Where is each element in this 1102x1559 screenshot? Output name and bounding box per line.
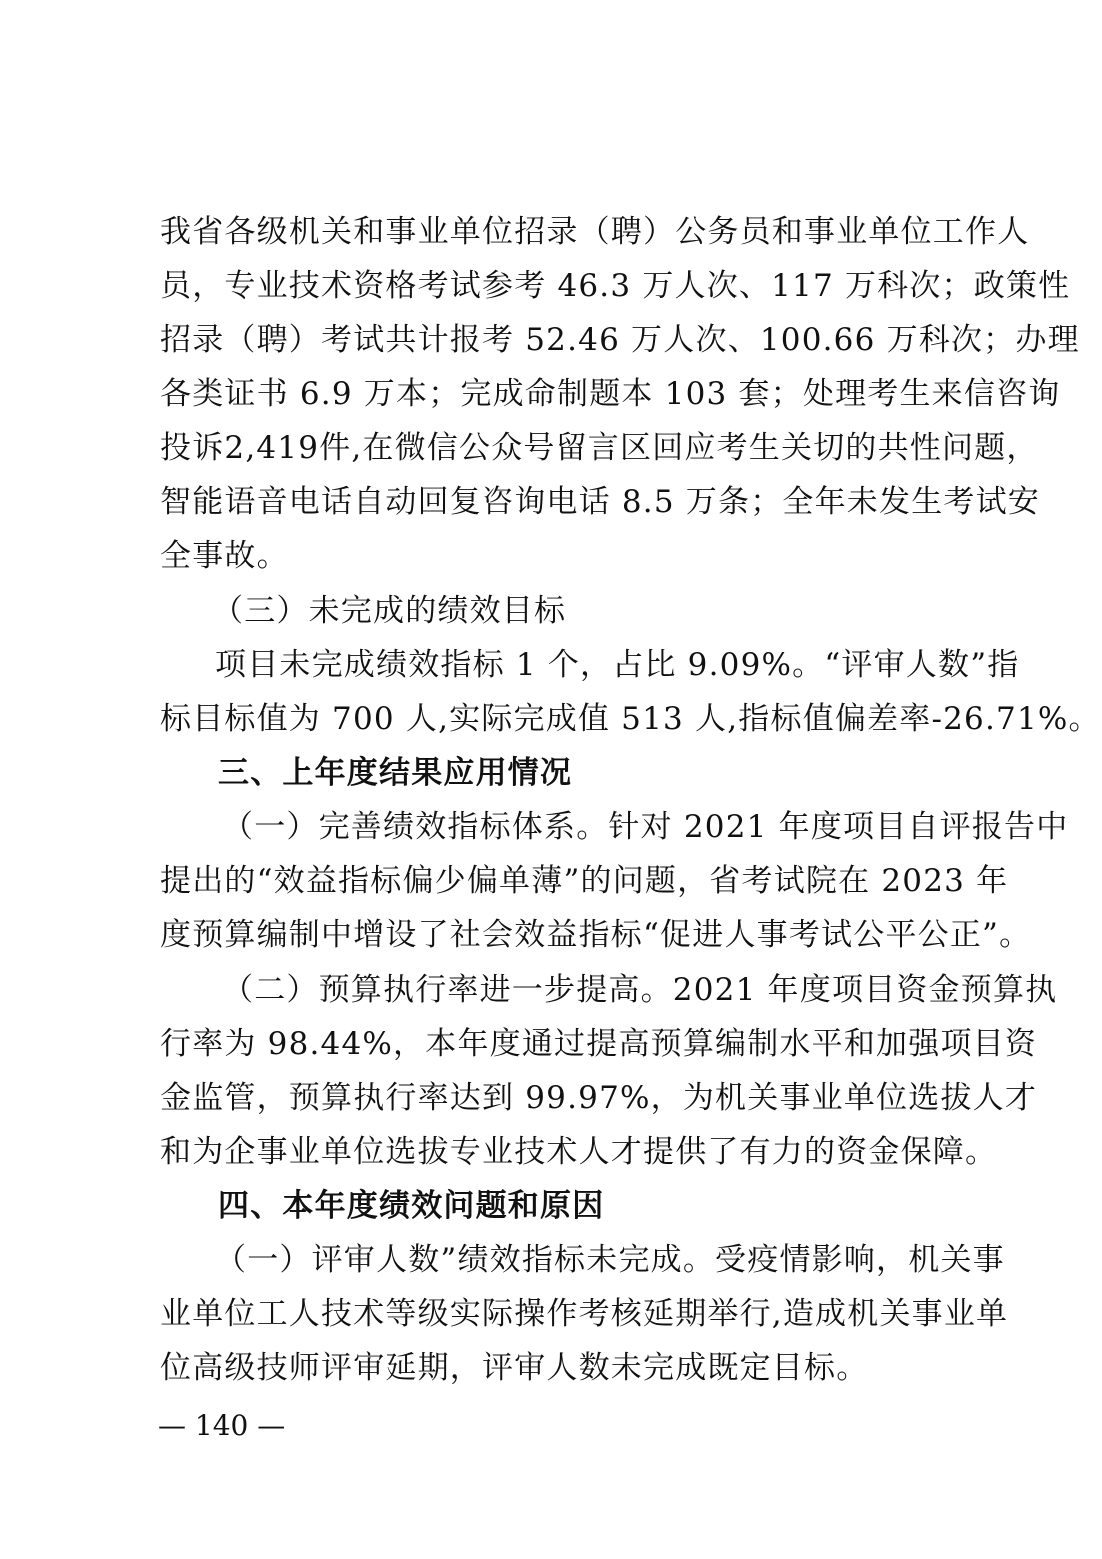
paragraph-line: （一）完善绩效指标体系。针对 2021 年度项目自评报告中: [222, 809, 1069, 845]
paragraph-line: 标目标值为 700 人,实际完成值 513 人,指标值偏差率-26.71%。: [160, 701, 1101, 737]
paragraph-line: 位高级技师评审延期，评审人数未完成既定目标。: [160, 1350, 869, 1386]
paragraph-line: 行率为 98.44%，本年度通过提高预算编制水平和加强项目资: [160, 1026, 1038, 1062]
paragraph-line: 各类证书 6.9 万本；完成命制题本 103 套；处理考生来信咨询: [160, 376, 1061, 412]
subsection-heading: （三）未完成的绩效目标: [212, 593, 567, 629]
paragraph-line: 全事故。: [160, 538, 289, 574]
section-heading: 四、本年度绩效问题和原因: [218, 1188, 605, 1224]
paragraph-line: 投诉2,419件,在微信公众号留言区回应考生关切的共性问题，: [160, 430, 1039, 466]
page-number: — 140 —: [158, 1409, 286, 1442]
paragraph-line: 和为企事业单位选拔专业技术人才提供了有力的资金保障。: [160, 1134, 998, 1170]
section-heading: 三、上年度结果应用情况: [218, 755, 573, 791]
paragraph-line: 项目未完成绩效指标 1 个，占比 9.09%。“评审人数”指: [215, 647, 1020, 683]
paragraph-line: 金监管，预算执行率达到 99.97%，为机关事业单位选拔人才: [160, 1080, 1038, 1116]
paragraph-line: 我省各级机关和事业单位招录（聘）公务员和事业单位工作人: [160, 214, 1030, 250]
paragraph-line: （二）预算执行率进一步提高。2021 年度项目资金预算执: [222, 972, 1058, 1008]
paragraph-line: 度预算编制中增设了社会效益指标“促进人事考试公平公正”。: [160, 917, 1032, 953]
paragraph-line: 员，专业技术资格考试参考 46.3 万人次、117 万科次；政策性: [160, 268, 1071, 304]
paragraph-line: 业单位工人技术等级实际操作考核延期举行,造成机关事业单: [160, 1296, 1009, 1332]
paragraph-line: 提出的“效益指标偏少偏单薄”的问题，省考试院在 2023 年: [160, 863, 1009, 899]
paragraph-line: （一）评审人数”绩效指标未完成。受疫情影响，机关事: [215, 1242, 1005, 1278]
paragraph-line: 智能语音电话自动回复咨询电话 8.5 万条；全年未发生考试安: [160, 484, 1041, 520]
paragraph-line: 招录（聘）考试共计报考 52.46 万人次、100.66 万科次；办理: [160, 322, 1080, 358]
